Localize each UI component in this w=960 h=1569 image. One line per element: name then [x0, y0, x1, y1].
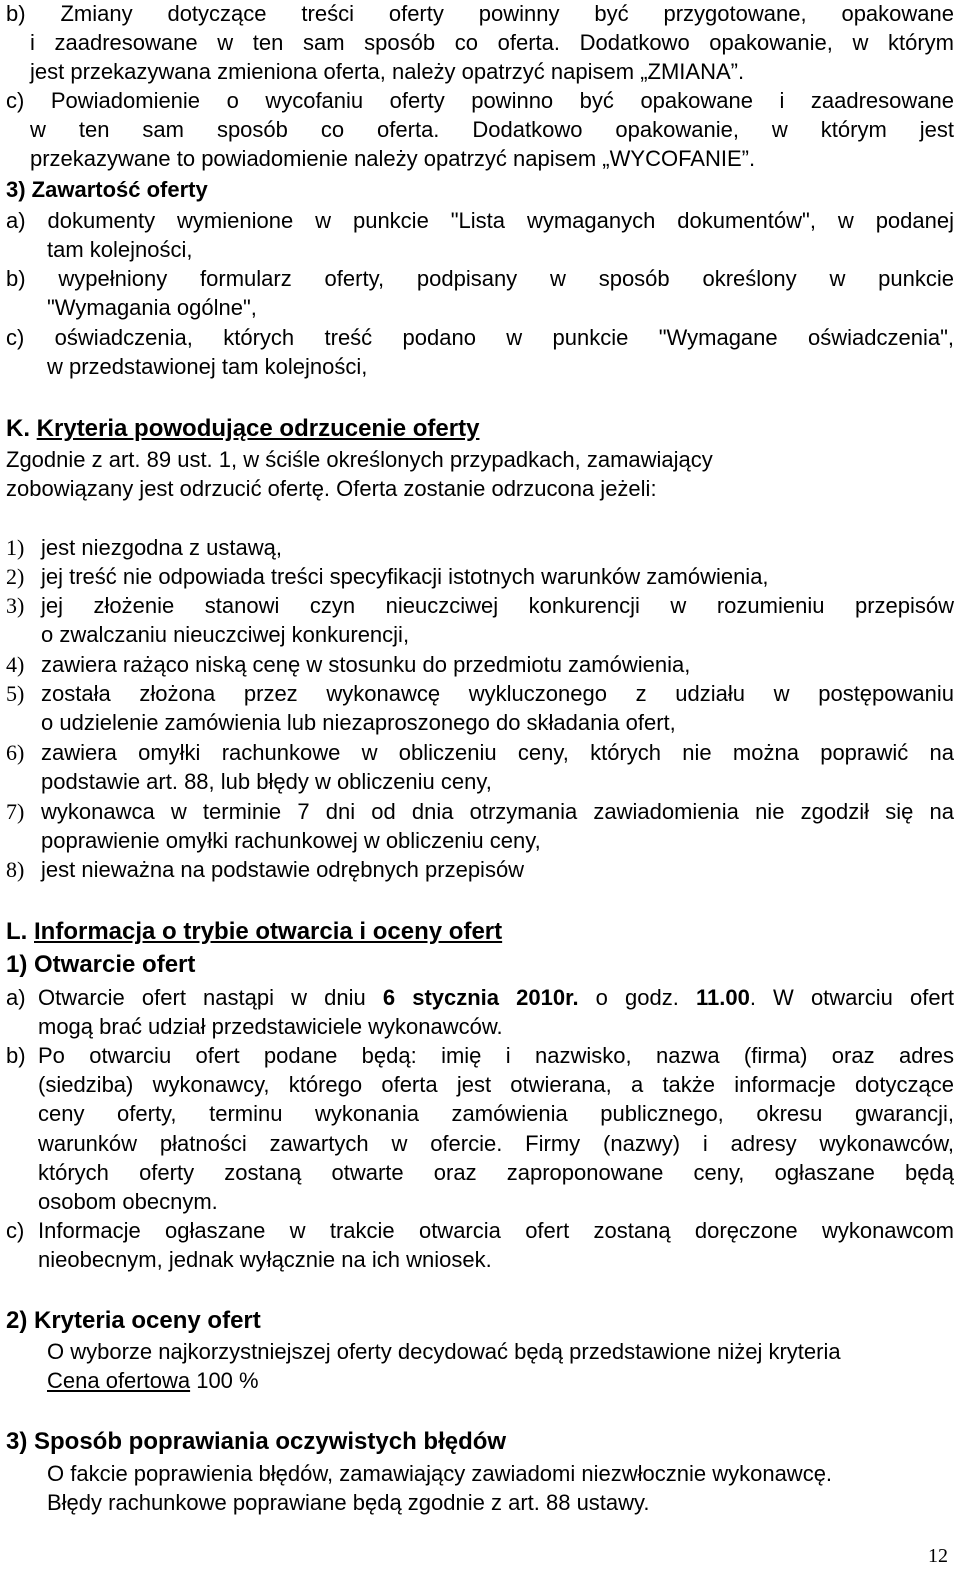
k-item-3-line2: o zwalczaniu nieuczciwej konkurencji,: [41, 622, 410, 647]
k-item-1-num: 1): [6, 535, 25, 560]
otwarcie-b-line6: osobom obecnym.: [38, 1189, 218, 1214]
otwarcie-a-text-post: . W otwarciu ofert: [749, 985, 955, 1010]
kryteria-cena: [47, 1367, 259, 1395]
otwarcie-a-line2: mogą brać udział przedstawiciele wykonawców.: [38, 1014, 503, 1039]
k-item-3-num: 3): [6, 593, 25, 618]
k-item-8-num: 8): [6, 857, 25, 882]
section-k-title: Kryteria powodujące odrzucenie oferty: [36, 415, 480, 442]
otwarcie-date: 6 stycznia 2010r.: [382, 985, 579, 1010]
otwarcie-a-text-pre: Otwarcie ofert nastąpi w dniu: [38, 985, 383, 1010]
para-c-line2: w ten sam sposób co oferta. Dodatkowo opakowanie, w którym jest: [30, 117, 954, 142]
otwarcie-b-line1: Po otwarciu ofert podane będą: imię i nazwisko, nazwa (firma) oraz adres: [38, 1043, 954, 1068]
para-b-line3: jest przekazywana zmieniona oferta, należy opatrzyć napisem „ZMIANA”.: [30, 59, 745, 84]
otwarcie-c-line1: Informacje ogłaszane w trakcie otwarcia ofert zostaną doręczone wykonawcom: [38, 1218, 954, 1243]
otwarcie-b-label: b): [6, 1043, 26, 1068]
otwarcie-time: 11.00: [695, 985, 750, 1010]
k-item-7-num: 7): [6, 799, 25, 824]
otwarcie-c-label: c): [6, 1218, 25, 1243]
k-item-4-num: 4): [6, 652, 25, 677]
otwarcie-a-label: a): [6, 985, 26, 1010]
para-c-line1: c) Powiadomienie o wycofaniu oferty powinno być opakowane i zaadresowane: [6, 88, 954, 113]
zawartosc-c-line1: c) oświadczenia, których treść podano w punkcie "Wymagane oświadczenia",: [6, 325, 954, 350]
kryteria-cena-label: Cena ofertowa: [47, 1368, 191, 1393]
section-l-heading: [6, 918, 502, 946]
k-item-7-line1: wykonawca w terminie 7 dni od dnia otrzymania zawiadomienia nie zgodził się na: [41, 799, 954, 824]
section-k-intro-line2: zobowiązany jest odrzucić ofertę. Oferta zostanie odrzucona jeżeli:: [6, 476, 657, 501]
zawartosc-a-line2: tam kolejności,: [47, 237, 193, 262]
kryteria-cena-value: 100 %: [190, 1368, 259, 1393]
section-k-intro-line1: Zgodnie z art. 89 ust. 1, w ściśle określonych przypadkach, zamawiający: [6, 447, 713, 472]
zawartosc-a-line1: a) dokumenty wymienione w punkcie "Lista wymaganych dokumentów", w podanej: [6, 208, 954, 233]
bledy-heading: 3) Sposób poprawiania oczywistych błędów: [6, 1428, 507, 1455]
otwarcie-heading: 1) Otwarcie ofert: [6, 951, 196, 978]
para-b-line2: i zaadresowane w ten sam sposób co oferta. Dodatkowo opakowanie, w którym: [30, 30, 954, 55]
zawartosc-c-line2: w przedstawionej tam kolejności,: [47, 354, 368, 379]
section-k-letter: K.: [6, 415, 30, 442]
k-item-2-num: 2): [6, 564, 25, 589]
otwarcie-b-line4: warunków płatności zawartych w ofercie. Firmy (nazwy) i adresy wykonawców,: [38, 1131, 954, 1156]
k-item-2-text: jej treść nie odpowiada treści specyfikacji istotnych warunków zamówienia,: [41, 564, 769, 589]
para-c-line3: przekazywane to powiadomienie należy opatrzyć napisem „WYCOFANIE”.: [30, 146, 756, 171]
otwarcie-c-line2: nieobecnym, jednak wyłącznie na ich wniosek.: [38, 1247, 492, 1272]
section-l-title: Informacja o trybie otwarcia i oceny ofert: [34, 918, 503, 945]
zawartosc-b-line2: "Wymagania ogólne",: [47, 295, 257, 320]
k-item-6-num: 6): [6, 740, 25, 765]
page-number: 12: [928, 1545, 948, 1567]
otwarcie-b-line2: (siedziba) wykonawcy, którego oferta jest otwierana, a także informacje dotyczące: [38, 1072, 954, 1097]
k-item-1-text: jest niezgodna z ustawą,: [41, 535, 282, 560]
section-k-heading: [6, 415, 479, 443]
k-item-4-text: zawiera rażąco niską cenę w stosunku do przedmiotu zamówienia,: [41, 652, 691, 677]
otwarcie-b-line5: których oferty zostaną otwarte oraz zaproponowane ceny, ogłaszane będą: [38, 1160, 954, 1185]
k-item-6-line1: zawiera omyłki rachunkowe w obliczeniu ceny, których nie można poprawić na: [41, 740, 954, 765]
k-item-8-text: jest nieważna na podstawie odrębnych przepisów: [41, 857, 525, 882]
para-b-line1: b) Zmiany dotyczące treści oferty powinny być przygotowane, opakowane: [6, 1, 954, 26]
k-item-6-line2: podstawie art. 88, lub błędy w obliczeniu ceny,: [41, 769, 492, 794]
kryteria-line1: O wyborze najkorzystniejszej oferty decydować będą przedstawione niżej kryteria: [47, 1339, 841, 1364]
kryteria-heading: 2) Kryteria oceny ofert: [6, 1307, 261, 1334]
k-item-7-line2: poprawienie omyłki rachunkowej w obliczeniu ceny,: [41, 828, 541, 853]
zawartosc-heading: 3) Zawartość oferty: [6, 177, 208, 202]
section-l-letter: L.: [6, 918, 28, 945]
otwarcie-a-line1: [38, 984, 954, 1012]
k-item-5-line2: o udzielenie zamówienia lub niezaproszonego do składania ofert,: [41, 710, 676, 735]
k-item-5-line1: została złożona przez wykonawcę wykluczonego z udziału w postępowaniu: [41, 681, 954, 706]
zawartosc-b-line1: b) wypełniony formularz oferty, podpisany w sposób określony w punkcie: [6, 266, 954, 291]
bledy-line1: O fakcie poprawienia błędów, zamawiający zawiadomi niezwłocznie wykonawcę.: [47, 1461, 833, 1486]
otwarcie-a-text-mid: o godz.: [578, 985, 696, 1010]
bledy-line2: Błędy rachunkowe poprawiane będą zgodnie z art. 88 ustawy.: [47, 1490, 650, 1515]
k-item-5-num: 5): [6, 681, 25, 706]
k-item-3-line1: jej złożenie stanowi czyn nieuczciwej konkurencji w rozumieniu przepisów: [41, 593, 954, 618]
otwarcie-b-line3: ceny oferty, terminu wykonania zamówienia publicznego, okresu gwarancji,: [38, 1101, 954, 1126]
